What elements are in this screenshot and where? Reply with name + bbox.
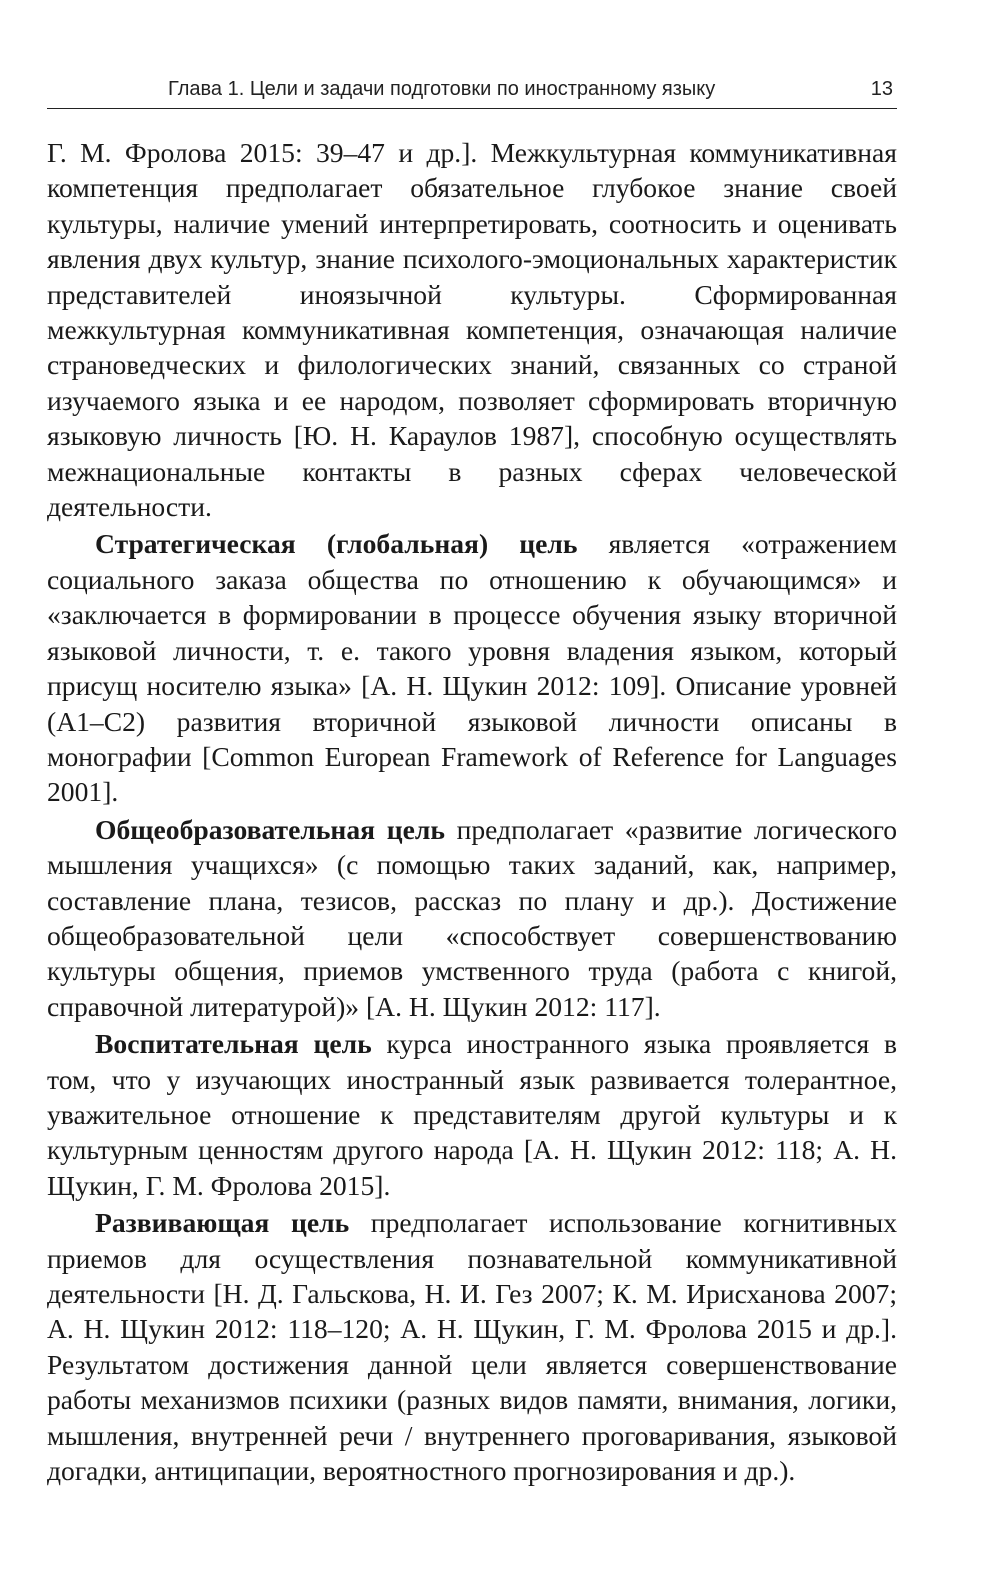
paragraph-text: предполагает использование когнитивных приемов для осуществления познавательной коммуникативной деятельности [Н. Д. Гальскова, Н. И. Гез 2007; К. М. Ирисханова 2007; А. Н. Щукин 2012: 118–120; А. Н. Щукин, Г. М. Фролова 2015 и др.]. Результатом достижения данной цели является совершенствование работы механизмов психики (разных видов памяти, внимания, логики, мышления, внутренней речи / внутреннего проговаривания, языковой догадки, антиципации, вероятностного прогнозирования и др.).: [47, 1207, 897, 1487]
page-number: 13: [870, 78, 893, 100]
paragraph-text: является «отражением социального заказа общества по отношению к обучающимся» и «заключается в формировании в процессе обучения языку вторичной языковой личности, т. е. такого уровня владения языком, который присущ носителю языка» [А. Н. Щукин 2012: 109]. Описание уровней (А1–С2) развития вторичной языковой личности описаны в монографии [Common European Framework of Reference for Languages 2001].: [47, 528, 897, 808]
running-header: [47, 70, 897, 109]
term-educational-goal: Воспитательная цель: [95, 1028, 372, 1060]
term-developmental-goal: Развивающая цель: [95, 1207, 350, 1239]
paragraph-continuation: [47, 135, 897, 524]
chapter-title: Глава 1. Цели и задачи подготовки по иностранному языку: [168, 78, 716, 100]
paragraph-text: Г. М. Фролова 2015: 39–47 и др.]. Межкультурная коммуникативная компетенция предполагает обязательное глубокое знание своей культуры, наличие умений интерпретировать, соотносить и оценивать явления двух культур, знание психолого-эмоциональных характеристик представителей иноязычной культуры. Сформированная межкультурная коммуникативная компетенция, означающая наличие страноведческих и филологических знаний, связанных со страной изучаемого языка и ее народом, позволяет сформировать вторичную языковую личность [Ю. Н. Караулов 1987], способную осуществлять межнациональные контакты в разных сферах человеческой деятельности.: [47, 137, 897, 523]
paragraph-general-education-goal: [47, 812, 897, 1024]
paragraph-text: предполагает «развитие логического мышления учащихся» (с помощью таких заданий, как, например, составление плана, тезисов, рассказ по плану и др.). Достижение общеобразовательной цели «способствует совершенствованию культуры общения, приемов умственного труда (работа с книгой, справочной литературой)» [А. Н. Щукин 2012: 117].: [47, 813, 897, 1022]
paragraph-text: курса иностранного языка проявляется в том, что у изучающих иностранный язык развивается толерантное, уважительное отношение к представителям другой культуры и к культурным ценностям другого народа [А. Н. Щукин 2012: 118; А. Н. Щукин, Г. М. Фролова 2015].: [47, 1028, 898, 1201]
paragraph-developmental-goal: [47, 1205, 897, 1488]
book-page: [47, 70, 897, 1488]
paragraph-strategic-goal: [47, 526, 897, 809]
term-strategic-goal: Стратегическая (глобальная) цель: [95, 528, 578, 560]
body-text: [47, 135, 897, 1488]
term-general-education-goal: Общеобразовательная цель: [95, 813, 445, 845]
paragraph-educational-goal: [47, 1026, 897, 1203]
